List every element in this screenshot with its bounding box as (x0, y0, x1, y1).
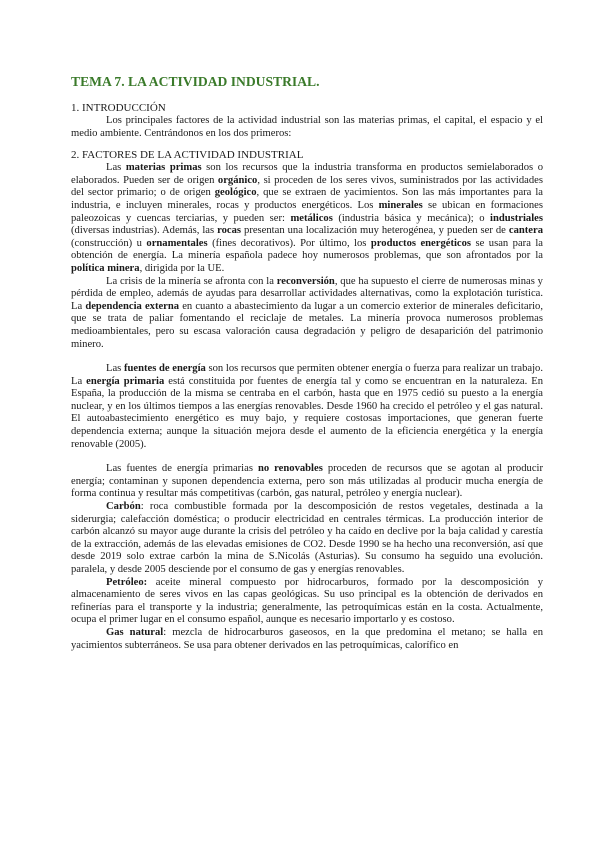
term-organico: orgánico (217, 174, 258, 186)
term-dependencia-externa: dependencia externa (85, 300, 180, 312)
paragraph-materias-primas: Las materias primas son los recursos que la industria transforma en productos semielaborados o elaborados. Pueden ser de origen orgánico, si proceden de los seres vivos, suministrados por las actividades del sector primario; o de origen geológico, que se extraen de yacimientos. Son las más importantes para la industria, e incluyen minerales, rocas y productos energéticos. Los minerales se ubican en formaciones paleozoicas y cuencas terciarias, y pueden ser: metálicos (industria básica y mecánica); o industriales (diversas industrias). Además, las rocas presentan una localización muy heterogénea, y pueden ser de cantera (construcción) u ornamentales (fines decorativos). Por último, los productos energéticos se usan para la obtención de energía. La minería española padece hoy numerosos problemas, que son afrontados por la política minera, dirigida por la UE. (71, 162, 544, 274)
paragraph-gas-natural: Gas natural: mezcla de hidrocarburos gaseosos, en la que predomina el metano; se halla en yacimientos subterráneos. Se usa para obtener derivados en las petroquímicas, calorífico en (71, 626, 543, 651)
term-fuentes-de-energia: fuentes de energía (123, 363, 206, 375)
term-productos-energeticos: productos energéticos (370, 237, 472, 249)
term-rocas: rocas (217, 225, 242, 237)
term-petroleo: Petróleo: (106, 576, 148, 588)
term-industriales: industriales (490, 212, 543, 224)
term-carbon: Carbón (106, 501, 141, 513)
paragraph-fuentes-energia: Las fuentes de energía son los recursos que permiten obtener energía o fuerza para realizar un trabajo. La energía primaria está constituida por fuentes de energía tal y como se encuentran en la naturaleza. En España, la producción de la misma se centraba en el carbón, hasta que en 1975 cedió su puesto a la energía nuclear, y en los últimos tiempos a las energías renovables. Desde 1960 ha crecido el petróleo y el gas natural. El autoabastecimiento energético es muy bajo, y requiere costosas importaciones, que generan fuerte dependencia externa; aunque la situación mejora desde el aumento de la eficiencia energética y la energía renovable (2005). (71, 363, 543, 450)
paragraph-carbon: Carbón: roca combustible formada por la descomposición de restos vegetales, destinada a la siderurgia; calefacción doméstica; o producir electricidad en centrales térmicas. La producción interior de carbón alcanzó su mayor auge durante la crisis del petróleo y ha caído en declive por la baja calidad y carestía de la extracción, además de las elevadas emisiones de CO2. Desde 1990 se ha hecho una reconversión, así que desde 2019 solo extrae carbón la mina de S.Nicolás (Asturias). Su consumo ha seguido una evolución. paralela, y desde 2005 desciende por el consumo de gas y energías renovables. (71, 501, 543, 575)
document-title: TEMA 7. LA ACTIVIDAD INDUSTRIAL. (71, 74, 320, 89)
term-reconversion: reconversión (276, 275, 335, 287)
term-gas-natural: Gas natural (106, 626, 164, 638)
term-energia-primaria: energía primaria (86, 375, 165, 387)
term-politica-minera: política minera (71, 262, 140, 274)
term-metalicos: metálicos (290, 212, 333, 224)
term-geologico: geológico (214, 187, 257, 199)
paragraph-introduccion: Los principales factores de la actividad industrial son las materias primas, el capital, el espacio y el medio ambiente. Centrándonos en los dos primeros: (71, 115, 543, 139)
paragraph-crisis-mineria: La crisis de la minería se afronta con la reconversión, que ha supuesto el cierre de numerosas minas y pérdida de empleo, además de ayudas para desarrollar actividades alternativas, como la explotación turística. La dependencia externa en cuanto a abastecimiento da lugar a un comercio exterior de minerales deficitario, que se trata de paliar fomentando el reciclaje de metales. La minería provoca numerosos problemas medioambientales, pero su escasa valoración causa degradación y peligro de desaparición del patrimonio minero. (71, 275, 543, 350)
section-heading-factores: 2. FACTORES DE LA ACTIVIDAD INDUSTRIAL (71, 149, 304, 162)
term-minerales: minerales (378, 199, 423, 211)
term-materias-primas: materias primas (125, 162, 202, 174)
term-cantera: cantera (508, 225, 543, 237)
paragraph-petroleo: Petróleo: aceite mineral compuesto por hidrocarburos, formado por la descomposición y almacenamiento de seres vivos en las capas geológicas. Su uso principal es la obtención de derivados en refinerías para el transporte y la industria; generalmente, las petroquímicas están en la costa. Actualmente, ocupa el primer lugar en el consumo español, aunque es necesario importarlo y es costoso. (71, 576, 543, 626)
term-no-renovables: no renovables (257, 463, 323, 475)
document-body (71, 102, 543, 652)
paragraph-no-renovables: Las fuentes de energía primarias no renovables proceden de recursos que se agotan al producir energía; contaminan y suponen dependencia externa, pero son más utilizadas al producir mucha energía de forma continua y resultar más competitivas (carbón, gas natural, petróleo y energía nuclear). (71, 463, 543, 500)
section-heading-introduccion: 1. INTRODUCCIÓN (71, 102, 166, 114)
term-ornamentales: ornamentales (146, 237, 208, 249)
